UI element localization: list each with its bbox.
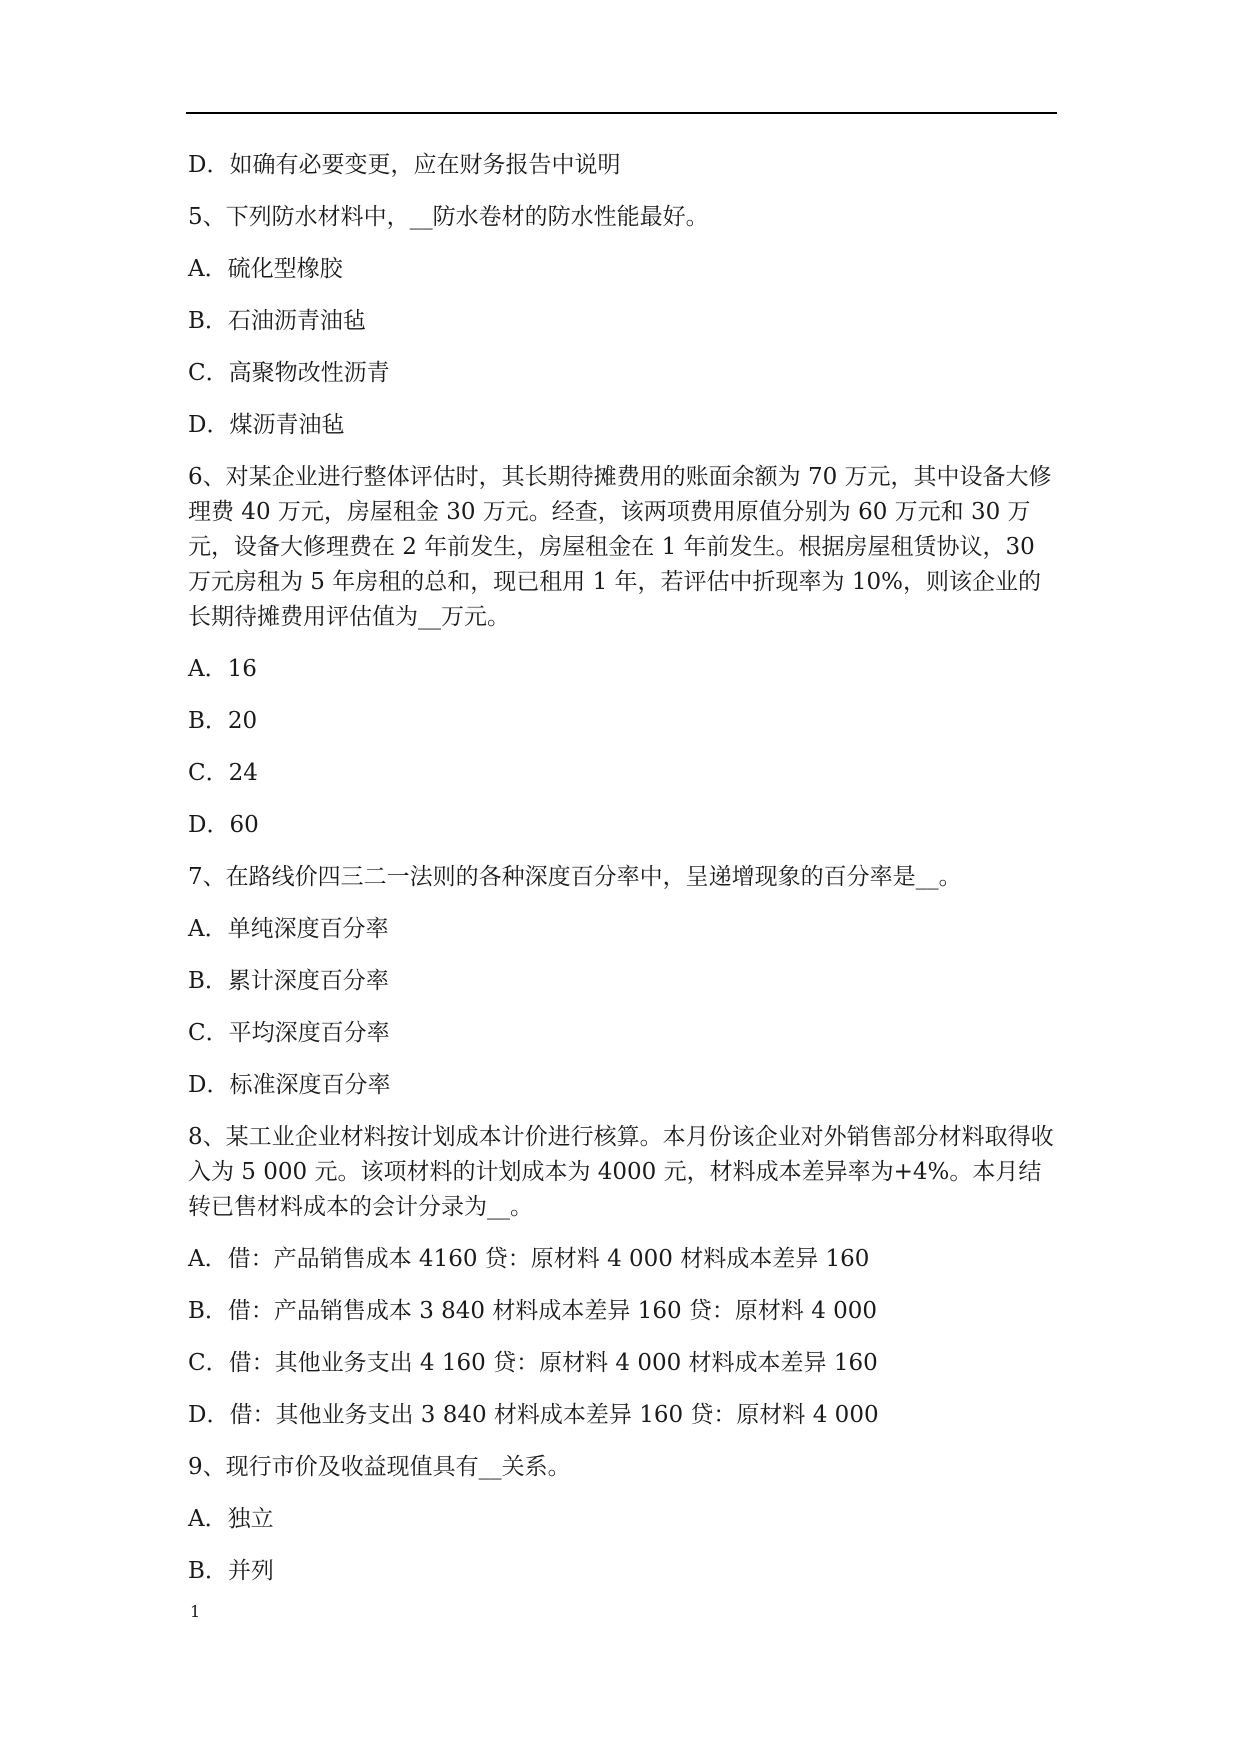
q6-option-c: C．24 xyxy=(188,760,258,786)
q8-option-b: B．借：产品销售成本 3 840 材料成本差异 160 贷：原材料 4 000 xyxy=(188,1298,878,1324)
q8-question: 8、某工业企业材料按计划成本计价进行核算。本月份该企业对外销售部分材料取得收入为 5 000 元。该项材料的计划成本为 4000 元，材料成本差异率为+4%。本月结转已售材料成本的会计分录为__。 xyxy=(188,1124,1054,1220)
q7-option-b: B．累计深度百分率 xyxy=(188,968,389,994)
q7-question: 7、在路线价四三二一法则的各种深度百分率中，呈递增现象的百分率是__。 xyxy=(188,864,962,890)
q9-option-b: B．并列 xyxy=(188,1558,274,1584)
page-number: 1 xyxy=(190,1602,201,1621)
q7-option-c: C．平均深度百分率 xyxy=(188,1020,390,1046)
q7-option-a: A．单纯深度百分率 xyxy=(188,916,389,942)
q4-option-d: D．如确有必要变更，应在财务报告中说明 xyxy=(188,152,621,178)
q7-option-d: D．标准深度百分率 xyxy=(188,1072,391,1098)
q5-question: 5、下列防水材料中，__防水卷材的防水性能最好。 xyxy=(188,204,709,230)
header-rule xyxy=(186,112,1057,114)
q8-option-a: A．借：产品销售成本 4160 贷：原材料 4 000 材料成本差异 160 xyxy=(188,1246,870,1272)
q6-option-b: B．20 xyxy=(188,708,258,734)
q9-question: 9、现行市价及收益现值具有__关系。 xyxy=(188,1454,571,1480)
q6-option-a: A．16 xyxy=(188,656,257,682)
q5-option-a: A．硫化型橡胶 xyxy=(188,256,343,282)
q5-option-d: D．煤沥青油毡 xyxy=(188,412,345,438)
q9-option-a: A．独立 xyxy=(188,1506,274,1532)
document-body xyxy=(188,148,1056,1606)
q8-option-c: C．借：其他业务支出 4 160 贷：原材料 4 000 材料成本差异 160 xyxy=(188,1350,878,1376)
q5-option-c: C．高聚物改性沥青 xyxy=(188,360,390,386)
q6-option-d: D．60 xyxy=(188,812,259,838)
q6-question: 6、对某企业进行整体评估时，其长期待摊费用的账面余额为 70 万元，其中设备大修理费 40 万元，房屋租金 30 万元。经查，该两项费用原值分别为 60 万元和 30 万元，设备大修理费在 2 年前发生，房屋租金在 1 年前发生。根据房屋租赁协议，30 万元房租为 5 年房租的总和，现已租用 1 年，若评估中折现率为 10%，则该企业的长期待摊费用评估值为__万元。 xyxy=(188,464,1052,630)
q8-option-d: D．借：其他业务支出 3 840 材料成本差异 160 贷：原材料 4 000 xyxy=(188,1402,879,1428)
q5-option-b: B．石油沥青油毡 xyxy=(188,308,366,334)
